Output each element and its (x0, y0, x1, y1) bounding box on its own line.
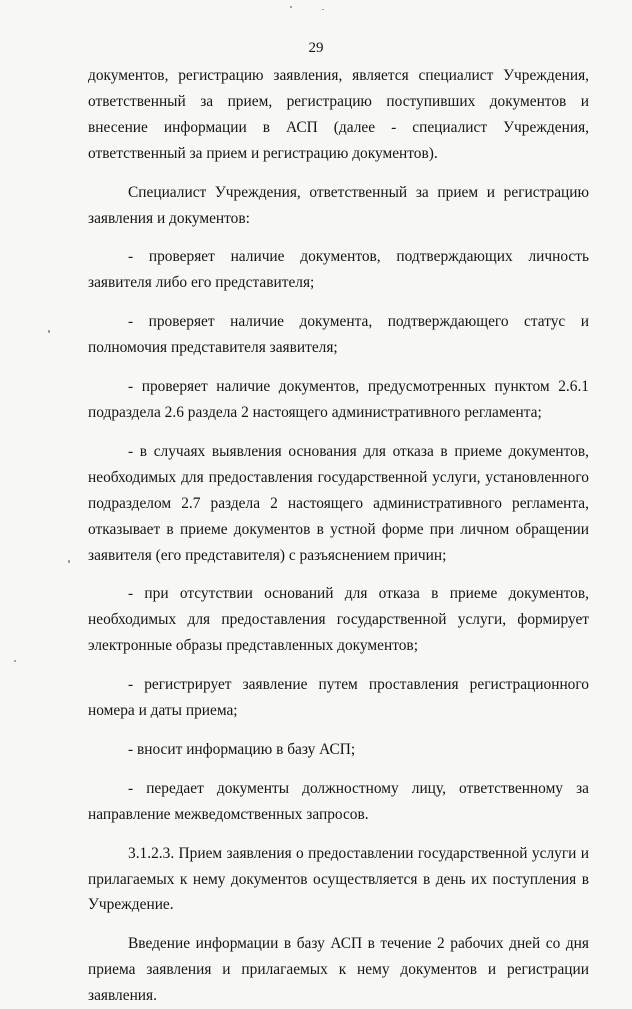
paragraph-11: 3.1.2.3. Прием заявления о предоставлении государственной услуги и прилагаемых к нему документов осуществляется в день их поступления в Учреждение. (88, 844, 589, 914)
paragraph-4: - проверяет наличие документа, подтверждающего статус и полномочия представителя заявителя; (88, 313, 589, 357)
scan-speck (68, 560, 70, 563)
paragraph-10: - передает документы должностному лицу, ответственному за направление межведомственных запросов. (88, 779, 589, 823)
page-number: 29 (308, 40, 324, 56)
paragraph-2: Специалист Учреждения, ответственный за прием и регистрацию заявления и документов: (88, 183, 589, 227)
paragraph-6: - в случаях выявления основания для отказа в приеме документов, необходимых для предоставления государственной услуги, установленного подразделом 2.7 раздела 2 настоящего административного регламента, отказывает в приеме документов в устной форме при личном обращении заявителя (его представителя) с разъяснением причин; (88, 442, 589, 564)
document-body (88, 63, 589, 1009)
paragraph-3: - проверяет наличие документов, подтверждающих личность заявителя либо его представителя; (88, 248, 589, 292)
paragraph-1: документов, регистрацию заявления, является специалист Учреждения, ответственный за прием, регистрацию поступивших документов и внесение информации в АСП (далее - специалист Учреждения, ответственный за прием и регистрацию документов). (88, 67, 589, 162)
scan-speck (14, 660, 16, 662)
scan-speck (290, 6, 292, 8)
paragraph-9: - вносит информацию в базу АСП; (128, 740, 356, 758)
paragraph-12: Введение информации в базу АСП в течение 2 рабочих дней со дня приема заявления и прилагаемых к нему документов и регистрации заявления. (88, 935, 589, 1005)
scan-speck (48, 330, 50, 333)
paragraph-8: - регистрирует заявление путем проставления регистрационного номера и даты приема; (88, 676, 589, 720)
paragraph-5: - проверяет наличие документов, предусмотренных пунктом 2.6.1 подраздела 2.6 раздела 2 настоящего административного регламента; (88, 378, 589, 421)
paragraph-7: - при отсутствии оснований для отказа в приеме документов, необходимых для предоставления государственной услуги, формирует электронные образы представленных документов; (88, 585, 589, 655)
scan-speck (322, 9, 324, 10)
